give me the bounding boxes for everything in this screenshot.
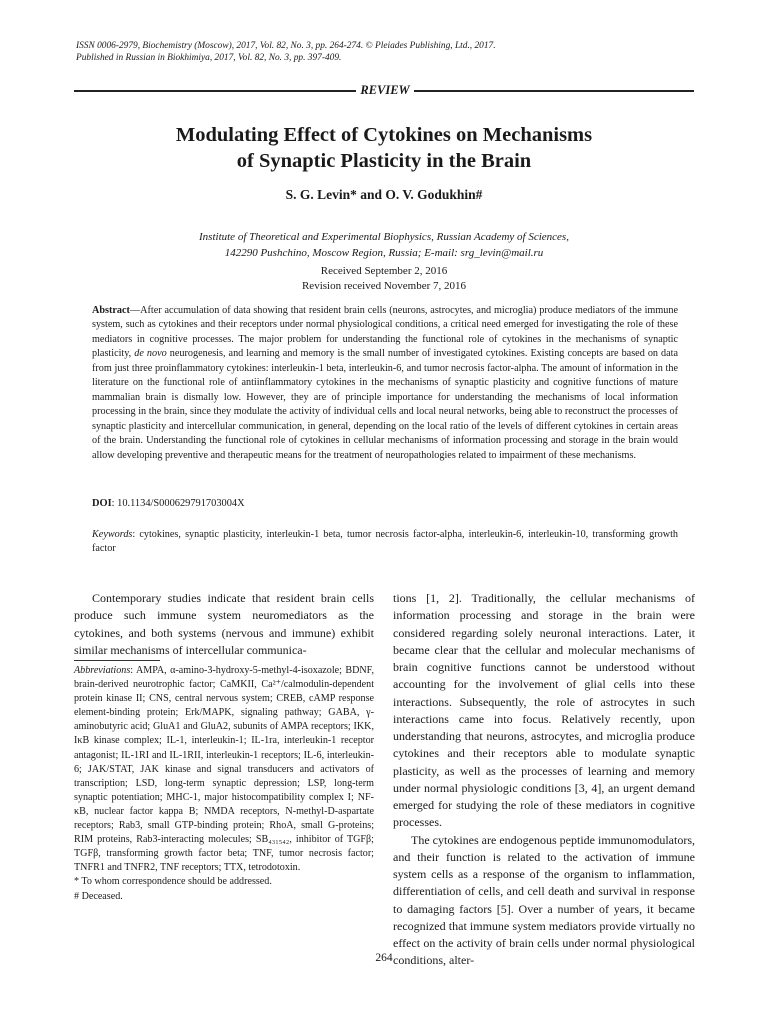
affiliation	[76, 230, 692, 261]
section-rule	[74, 84, 694, 98]
abbreviations-label: Abbreviations	[74, 665, 131, 676]
article-title	[76, 122, 692, 174]
deceased-note: # Deceased.	[74, 890, 123, 902]
dates	[76, 264, 692, 293]
abstract-text-before: —After accumulation of data showing that resident brain cells (neurons, astrocytes, and microglia) produce mediators of the immune system, such as cytokines and their receptors under normal physiological conditions, a critical need emerged for investigating the role of these mediators in cognitive processes. The major problem for understanding the functional role of cytokines in the mechanisms of synaptic plasticity,	[92, 305, 678, 360]
keywords	[92, 528, 678, 556]
body-right-column	[393, 590, 695, 970]
abstract-italic: de novo	[134, 348, 167, 360]
journal-header-line2: Published in Russian in Biokhimiya, 2017, Vol. 82, No. 3, pp. 397-409.	[76, 53, 342, 63]
received-date: Received September 2, 2016	[320, 265, 448, 277]
title-line2: of Synaptic Plasticity in the Brain	[236, 150, 532, 172]
keywords-label: Keywords	[92, 529, 133, 540]
body-left-column	[74, 590, 374, 659]
journal-header-line1: ISSN 0006-2979, Biochemistry (Moscow), 2017, Vol. 82, No. 3, pp. 264-274. © Pleiades Publishing, Ltd., 2017.	[76, 41, 496, 51]
corresponding-note: * To whom correspondence should be addressed.	[74, 876, 272, 888]
abbreviations-text: : AMPA, α-amino-3-hydroxy-5-methyl-4-isoxazole; BDNF, brain-derived neurotrophic factor; CaMKII, Ca²⁺/calmodulin-dependent protein kinase II; CNS, central nervous system; CREB, cAMP response element-binding protein; Erk/MAPK, signaling pathway; GABA, γ-aminobutyric acid; GluA1 and GluA2, subunits of AMPA receptors; IKK, IκB kinase complex; IL-1, interleukin-1; IL-1ra, interleukin-1 receptor antagonist; IL-1RI and IL-1RII, interleukin-1 receptors; IL-6, interleukin-6; JAK/STAT, JAK kinase and signal transducers and activators of transcription; LSD, long-term synaptic depression; LSP, long-term synaptic potentiation; MHC-1, major histocompatibility complex I; NF-κB, nuclear factor kappa B; NMDA receptors, N-methyl-D-aspartate receptors; Rab3, small GTP-binding protein; RhoA, small G-proteins; RIM proteins, Rab3-interacting molecules; SB₄₃₁₅₄₂, inhibitor of TGFβ; TGFβ, transforming growth factor beta; TNF, tumor necrosis factor; TNFR1 and TNFR2, TNF receptors; TTX, tetrodotoxin.	[74, 665, 374, 874]
doi-label: DOI	[92, 498, 112, 509]
title-line1: Modulating Effect of Cytokines on Mechanisms	[175, 124, 593, 146]
authors: S. G. Levin* and O. V. Godukhin#	[285, 187, 483, 202]
affiliation-line2: 142290 Pushchino, Moscow Region, Russia; E-mail: srg_levin@mail.ru	[224, 246, 544, 259]
rule-left	[74, 90, 356, 92]
page-number: 264	[375, 952, 393, 964]
body-right-paragraph-2: The cytokines are endogenous peptide immunomodulators, and their function is related to the activation of immune system cells as a response of the organism to inflammation, differentiation of cells, and cell death and survival in response to damaging factors [5]. Over a number of years, it became recognized that immune system mediators provide virtually no effect on the activity of brain cells under normal physiological conditions, alter-	[393, 832, 695, 968]
section-label: REVIEW	[360, 83, 410, 97]
affiliation-line1: Institute of Theoretical and Experimental Biophysics, Russian Academy of Sciences,	[199, 231, 569, 243]
revised-date: Revision received November 7, 2016	[301, 279, 467, 292]
body-left-paragraph: Contemporary studies indicate that resident brain cells produce such immune system neuromediators as the cytokines, and both systems (nervous and immune) exhibit similar mechanisms of intercellular communica-	[74, 591, 374, 657]
body-right-paragraph-1: tions [1, 2]. Traditionally, the cellular mechanisms of information processing and storage in the brain were considered regarding solely neuronal interactions. Later, it became clear that the cellular and molecular mechanisms of brain cognitive functions cannot be understood without accounting for the involvement of glial cells into these interactions. Subsequently, the role of astrocytes in such interactions came into focus. Relatively recently, upon understanding that neurons, astrocytes, and microglia produce cytokines and their receptors able to modulate synaptic plasticity, as well as the processes of learning and memory under normal physiologic conditions [3, 4], an urgent demand emerged for studying the role of these mediators in cognitive processes.	[393, 591, 695, 830]
doi	[92, 498, 678, 509]
footnotes	[74, 664, 374, 904]
keywords-value: : cytokines, synaptic plasticity, interleukin-1 beta, tumor necrosis factor-alpha, interleukin-6, interleukin-10, transforming growth factor	[92, 529, 678, 554]
abstract	[92, 304, 678, 463]
footnote-rule	[74, 660, 160, 661]
journal-header	[76, 40, 696, 64]
abstract-text-after: neurogenesis, and learning and memory is the small number of investigated cytokines. Existing concepts are based on data from just three proinflammatory cytokines: interleukin-1 beta, interleukin-6, and tumor necrosis factor-alpha. The amount of information in the literature on the functional role of antiinflammatory cytokines in the mechanisms of synaptic plasticity and cognitive functions of mature mammalian brain is dismally low. However, they are of principle importance for understanding the mechanisms of local information processing in the brain, since they modulate the activity of individual cells and local neural networks, being able to reconstruct the processes of synaptic plasticity and intercellular communication, in general, depending on the local ratio of the levels of different cytokines in certain areas of the brain. Understanding the functional role of cytokines in cellular mechanisms of information processing and storage in the brain would allow developing preventive and therapeutic means for the treatment of neuropathologies related to impairment of these mechanisms.	[92, 348, 679, 461]
doi-value: : 10.1134/S000629791703004X	[111, 498, 245, 509]
abbreviations	[74, 664, 374, 875]
rule-right	[414, 90, 694, 92]
abstract-label: Abstract	[92, 305, 130, 316]
